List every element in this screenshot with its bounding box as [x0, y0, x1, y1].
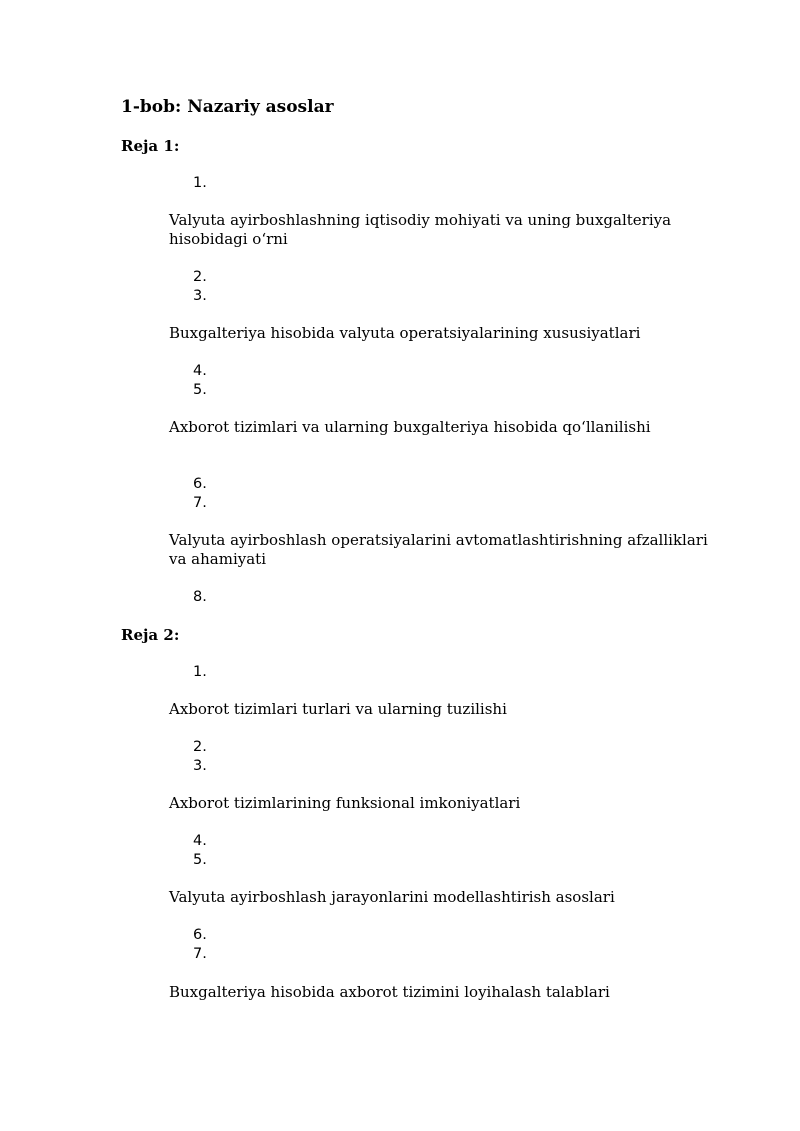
plan-2-item-4: Buxgalteriya hisobida axborot tizimini loyihalash talablari	[169, 983, 610, 1001]
chapter-title: 1-bob: Nazariy asoslar	[121, 97, 334, 117]
plan-1-item-2: Buxgalteriya hisobida valyuta operatsiyalarining xususiyatlari	[169, 324, 641, 342]
list-number: 5.	[193, 852, 207, 868]
plan-1-item-1: Valyuta ayirboshlashning iqtisodiy mohiyati va uning buxgalteriya hisobidagi o‘rni	[169, 211, 672, 248]
list-number: 3.	[193, 758, 207, 774]
plan-2-item-3: Valyuta ayirboshlash jarayonlarini modellashtirish asoslari	[169, 888, 615, 906]
list-number: 7.	[193, 495, 207, 511]
plan-1-item-4: Valyuta ayirboshlash operatsiyalarini avtomatlashtirishning afzalliklari va ahamiyati	[169, 531, 708, 568]
list-number: 1.	[193, 664, 207, 680]
list-number: 4.	[193, 833, 207, 849]
list-number: 7.	[193, 946, 207, 962]
plan-2-item-1: Axborot tizimlari turlari va ularning tuzilishi	[169, 700, 507, 718]
list-number: 2.	[193, 739, 207, 755]
list-number: 6.	[193, 476, 207, 492]
list-number: 8.	[193, 589, 207, 605]
list-number: 4.	[193, 363, 207, 379]
list-number: 5.	[193, 382, 207, 398]
plan-2-item-2: Axborot tizimlarining funksional imkoniyatlari	[169, 794, 521, 812]
list-number: 3.	[193, 288, 207, 304]
list-number: 6.	[193, 927, 207, 943]
list-number: 2.	[193, 269, 207, 285]
list-number: 1.	[193, 175, 207, 191]
plan-1-item-3: Axborot tizimlari va ularning buxgalteriya hisobida qo‘llanilishi	[169, 418, 651, 436]
plan-1-label: Reja 1:	[121, 137, 180, 155]
plan-2-label: Reja 2:	[121, 626, 180, 644]
